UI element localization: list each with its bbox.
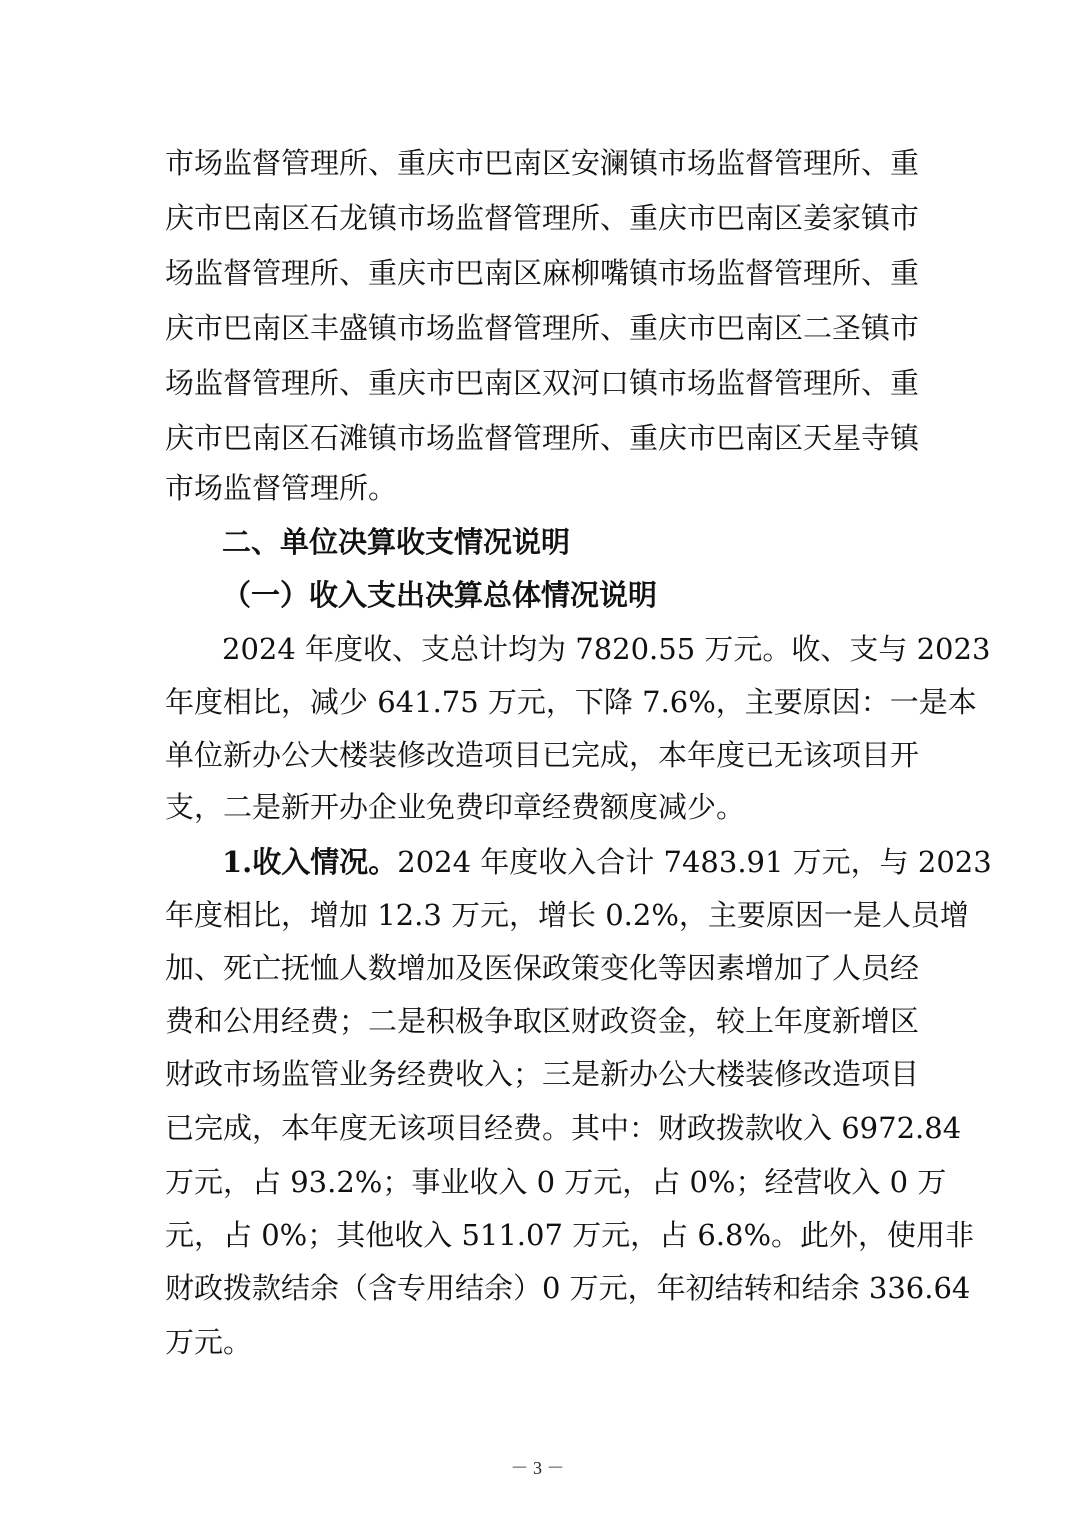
section-heading: 二、单位决算收支情况说明 [222,525,571,559]
body-text-line: 支，二是新开办企业免费印章经费额度减少。 [165,790,746,824]
body-text-line: 财政市场监管业务经费收入；三是新办公大楼装修改造项目 [165,1057,920,1091]
body-text-line: 财政拨款结余（含专用结余）0 万元，年初结转和结余 336.64 [165,1271,971,1305]
body-text-line: 庆市巴南区丰盛镇市场监督管理所、重庆市巴南区二圣镇市 [165,311,920,345]
body-text-line: 万元。 [165,1325,253,1359]
body-text-line: 市场监督管理所。 [165,471,398,505]
paragraph-text: 2024 年度收入合计 7483.91 万元，与 2023 [397,845,992,879]
body-text-line: 年度相比，减少 641.75 万元，下降 7.6%，主要原因：一是本 [165,685,977,719]
paragraph-label: 1.收入情况。 [222,845,398,879]
page-number: － 3 － [510,1458,565,1478]
body-text-line: 已完成，本年度无该项目经费。其中：财政拨款收入 6972.84 [165,1111,962,1145]
sub-heading: （一）收入支出决算总体情况说明 [222,578,658,612]
body-text-line: 庆市巴南区石龙镇市场监督管理所、重庆市巴南区姜家镇市 [165,201,920,235]
body-text-line: 年度相比，增加 12.3 万元，增长 0.2%，主要原因一是人员增 [165,898,969,932]
body-text-line: 加、死亡抚恤人数增加及医保政策变化等因素增加了人员经 [165,951,920,985]
body-text-line: 费和公用经费；二是积极争取区财政资金，较上年度新增区 [165,1004,920,1038]
body-text-line [222,842,992,882]
body-text-line: 元，占 0%；其他收入 511.07 万元，占 6.8%。此外，使用非 [165,1218,975,1252]
body-text-line: 2024 年度收、支总计均为 7820.55 万元。收、支与 2023 [222,632,991,666]
body-text-line: 庆市巴南区石滩镇市场监督管理所、重庆市巴南区天星寺镇 [165,421,920,455]
body-text-line: 万元，占 93.2%；事业收入 0 万元，占 0%；经营收入 0 万 [165,1165,947,1199]
body-text-line: 场监督管理所、重庆市巴南区麻柳嘴镇市场监督管理所、重 [165,256,920,290]
body-text-line: 场监督管理所、重庆市巴南区双河口镇市场监督管理所、重 [165,366,920,400]
body-text-line: 单位新办公大楼装修改造项目已完成，本年度已无该项目开 [165,738,920,772]
body-text-line: 市场监督管理所、重庆市巴南区安澜镇市场监督管理所、重 [165,146,920,180]
